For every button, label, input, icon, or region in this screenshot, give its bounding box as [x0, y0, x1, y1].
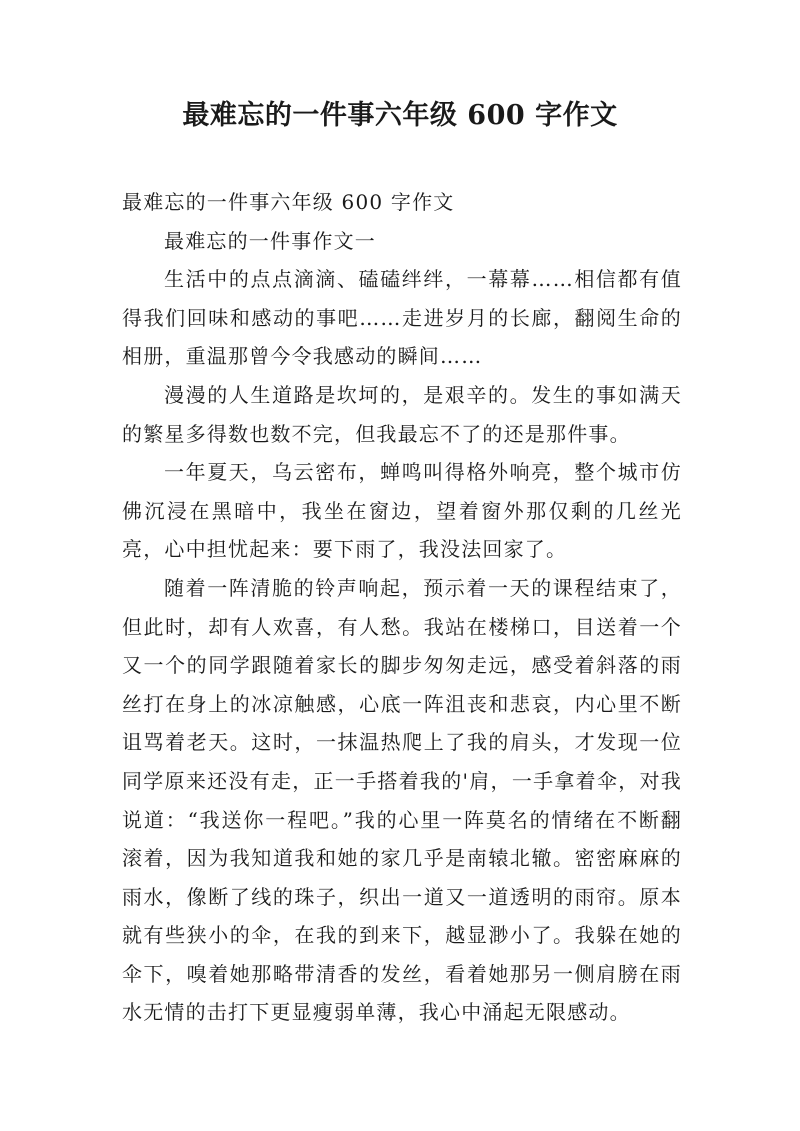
subtitle-line: 最难忘的一件事六年级 600 字作文	[122, 190, 455, 214]
paragraph-4: 随着一阵清脆的铃声响起，预示着一天的课程结束了，但此时，却有人欢喜，有人愁。我站在楼梯口，目送着一个又一个的同学跟随着家长的脚步匆匆走远，感受着斜落的雨丝打在身上的冰凉触感，心底一阵沮丧和悲哀，内心里不断诅骂着老天。这时，一抹温热爬上了我的肩头，才发现一位同学原来还没有走，正一手搭着我的'肩，一手拿着伞，对我说道：“我送你一程吧。”我的心里一阵莫名的情绪在不断翻滚着，因为我知道我和她的家几乎是南辕北辙。密密麻麻的雨水，像断了线的珠子，织出一道又一道透明的雨帘。原本就有些狭小的伞，在我的到来下，越显渺小了。我躲在她的伞下，嗅着她那略带清香的发丝，看着她那另一侧肩膀在雨水无情的击打下更显瘦弱单薄，我心中涌起无限感动。	[122, 575, 682, 1025]
paragraph-3: 一年夏天，乌云密布，蝉鸣叫得格外响亮，整个城市仿佛沉浸在黑暗中，我坐在窗边，望着窗外那仅剩的几丝光亮，心中担忧起来：要下雨了，我没法回家了。	[122, 460, 682, 562]
paragraph-2: 漫漫的人生道路是坎坷的，是艰辛的。发生的事如满天的繁星多得数也数不完，但我最忘不了的还是那件事。	[122, 382, 682, 446]
section-heading: 最难忘的一件事作文一	[164, 228, 376, 253]
paragraph-1: 生活中的点点滴滴、磕磕绊绊，一幕幕……相信都有值得我们回味和感动的事吧……走进岁月的长廊，翻阅生命的相册，重温那曾今令我感动的瞬间……	[122, 267, 682, 369]
document-body	[122, 183, 682, 1032]
document-title: 最难忘的一件事六年级 600 字作文	[182, 100, 618, 131]
